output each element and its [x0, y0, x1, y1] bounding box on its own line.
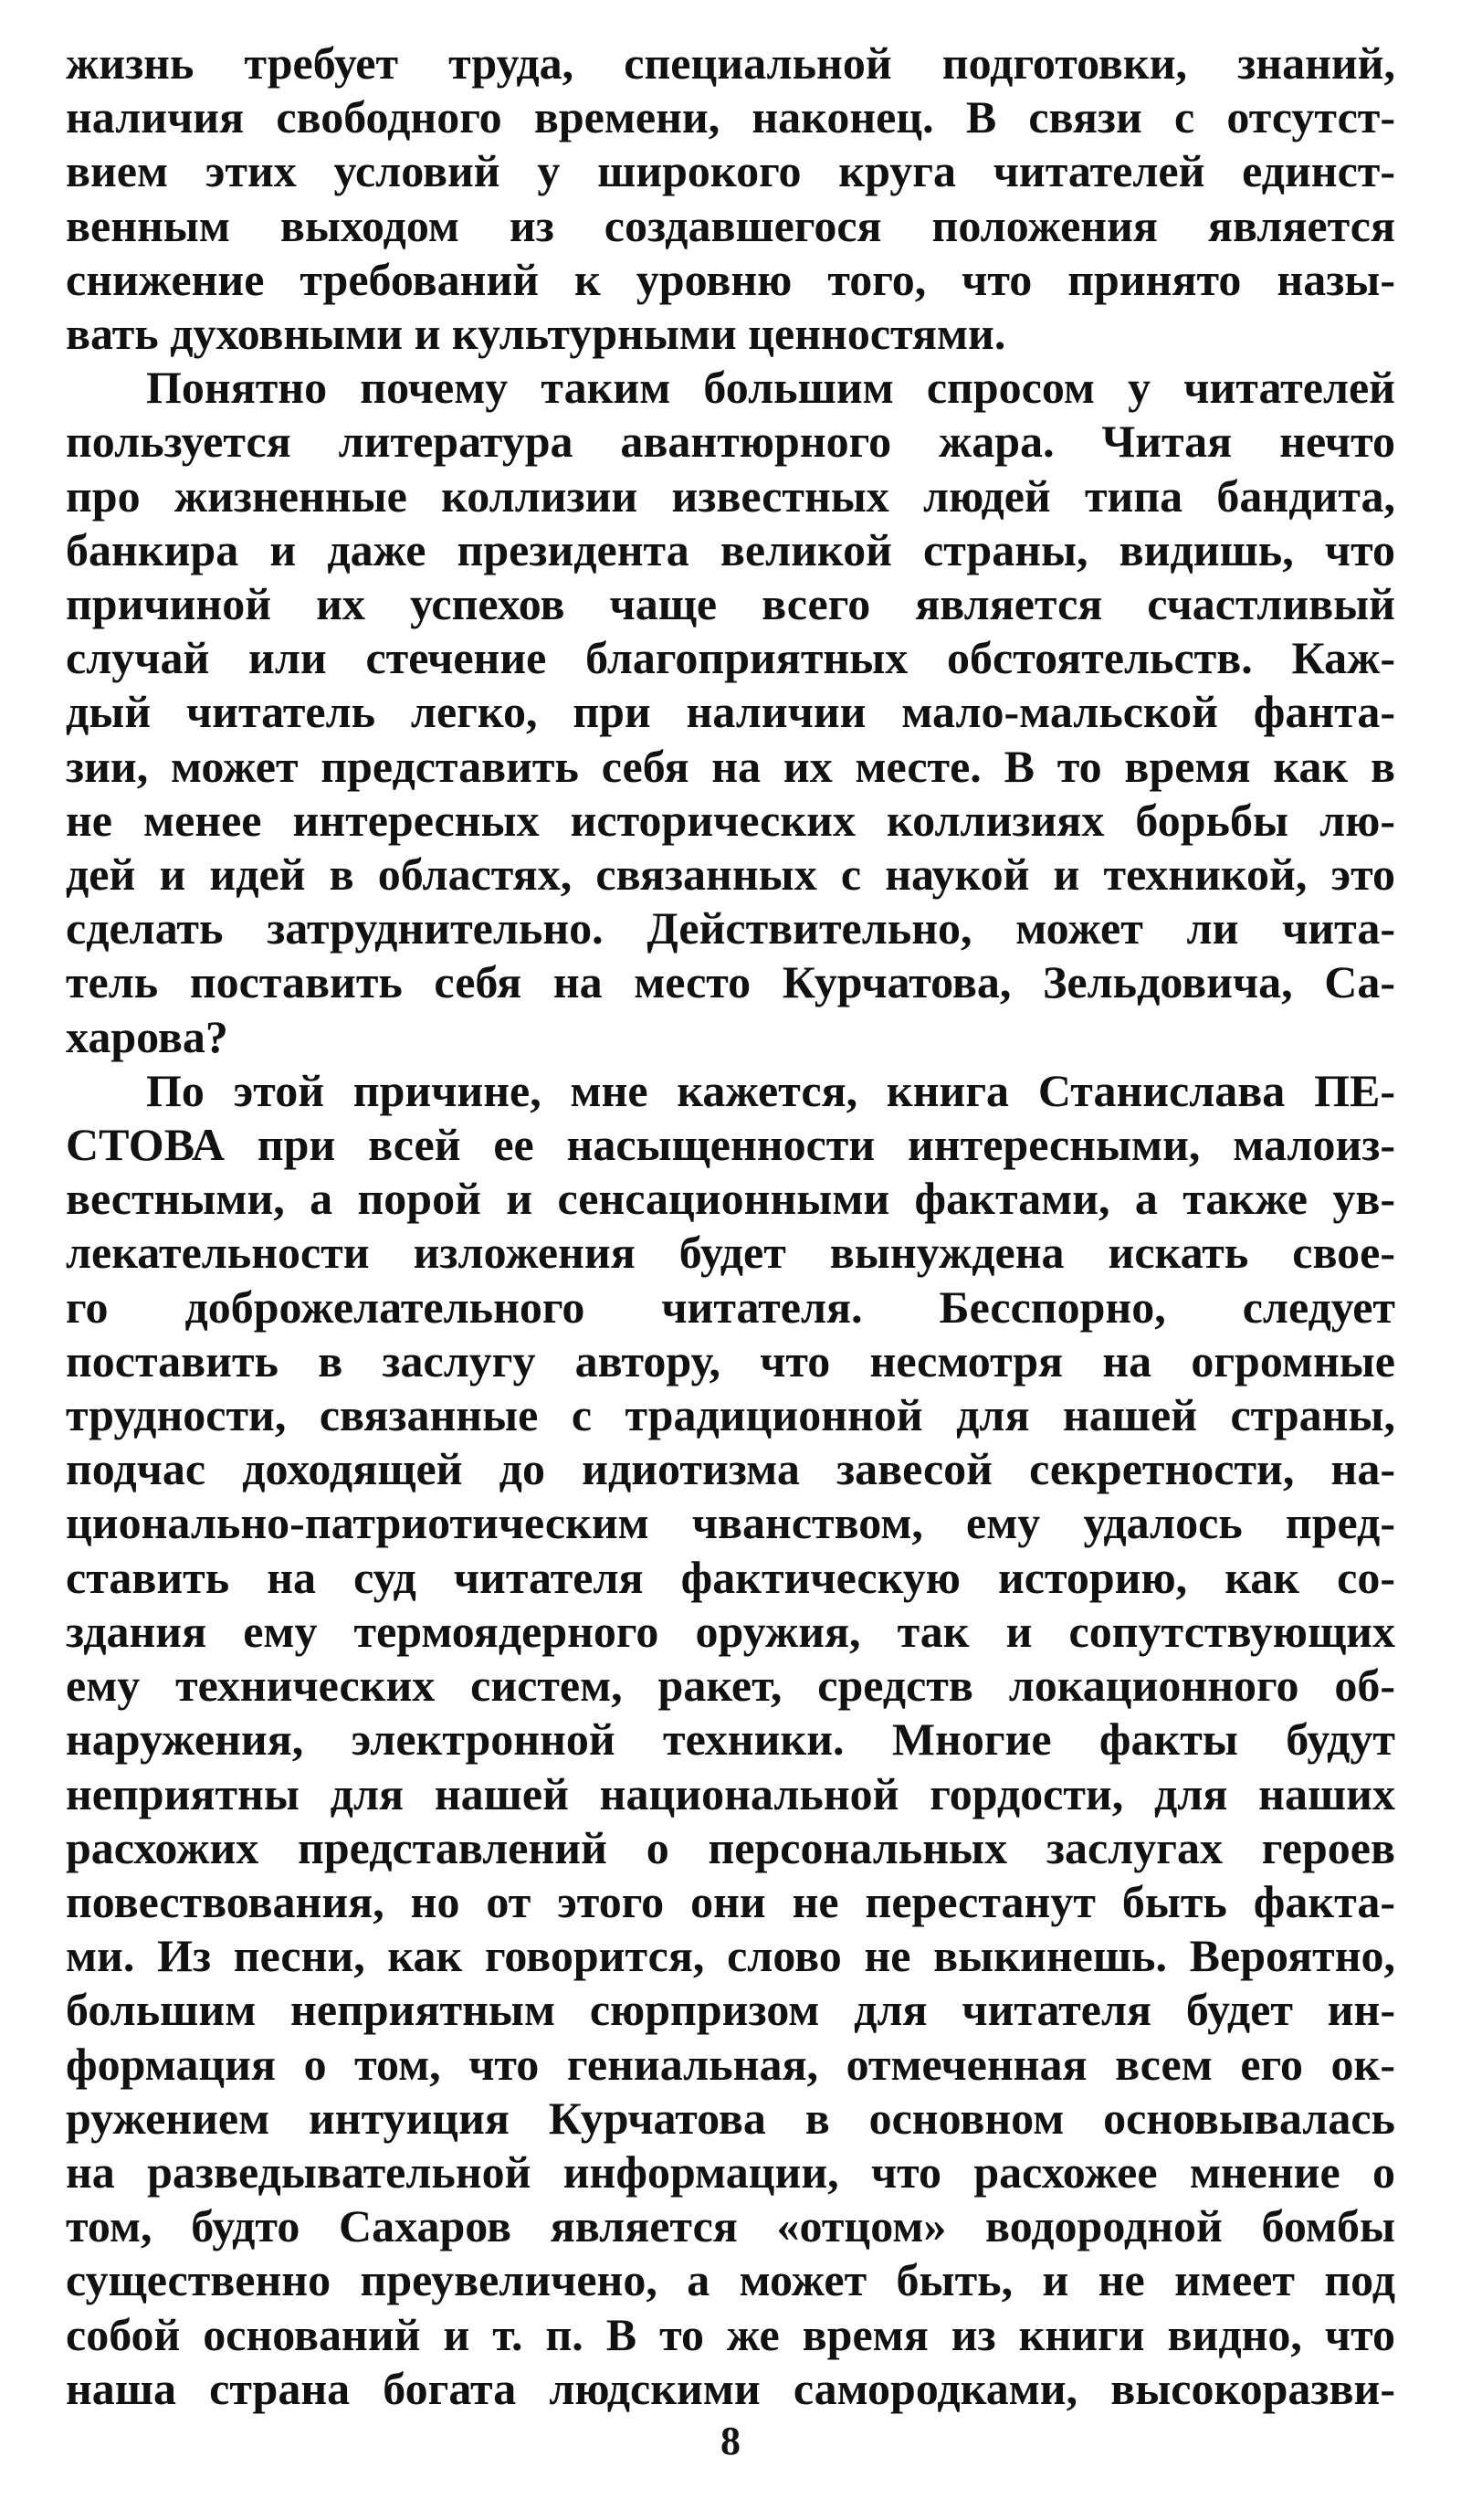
- text-line: ционально-патриотическим чванством, ему удалось пред-: [66, 1497, 1395, 1549]
- text-line: дей и идей в областях, связанных с наукой и техникой, это: [66, 849, 1395, 901]
- text-line: подчас доходящей до идиотизма завесой секретности, на-: [66, 1443, 1395, 1495]
- text-line: поставить в заслугу автору, что несмотря на огромные: [66, 1334, 1395, 1387]
- text-line: том, будто Сахаров является «отцом» водородной бомбы: [66, 2200, 1395, 2252]
- text-line: наружения, электронной техники. Многие факты будут: [66, 1713, 1395, 1766]
- page-number: 8: [720, 2419, 741, 2463]
- text-line: По этой причине, мне кажется, книга Станислава ПЕ-: [146, 1064, 1395, 1116]
- text-line: жизнь требует труда, специальной подготовки, знаний,: [66, 37, 1395, 89]
- text-line: ружением интуиция Курчатова в основном основывалась: [66, 2092, 1395, 2144]
- text-line: причиной их успехов чаще всего является счастливый: [66, 578, 1395, 630]
- text-line: го доброжелательного читателя. Бесспорно, следует: [66, 1281, 1395, 1333]
- text-line: наша страна богата людскими самородками, высокоразви-: [66, 2362, 1395, 2414]
- paragraph-1: [66, 37, 1395, 361]
- text-line: наличия свободного времени, наконец. В связи с отсутст-: [66, 91, 1395, 143]
- paragraph-2: [66, 361, 1395, 1064]
- text-line: банкира и даже президента великой страны, видишь, что: [66, 523, 1395, 575]
- text-line: вать духовными и культурными ценностями.: [66, 308, 1006, 360]
- text-line: тель поставить себя на место Курчатова, Зельдовича, Са-: [66, 956, 1395, 1008]
- text-line: дый читатель легко, при наличии мало-мальской фанта-: [66, 686, 1395, 738]
- text-line: ставить на суд читателя фактическую историю, как со-: [66, 1551, 1395, 1603]
- paragraph-3: [66, 1064, 1395, 2416]
- text-line: харова?: [66, 1010, 228, 1062]
- text-line: пользуется литература авантюрного жара. Читая нечто: [66, 416, 1395, 468]
- text-line: на разведывательной информации, что расхожее мнение о: [66, 2146, 1395, 2198]
- text-line: не менее интересных исторических коллизиях борьбы лю-: [66, 794, 1395, 846]
- text-line: случай или стечение благоприятных обстоятельств. Каж-: [66, 632, 1395, 684]
- text-line: собой оснований и т. п. В то же время из книги видно, что: [66, 2308, 1395, 2360]
- text-line: существенно преувеличено, а может быть, и не имеет под: [66, 2254, 1395, 2306]
- text-line: вестными, а порой и сенсационными фактами, а также ув-: [66, 1173, 1395, 1225]
- text-line: неприятны для нашей национальной гордости, для наших: [66, 1767, 1395, 1819]
- text-line: ми. Из песни, как говорится, слово не выкинешь. Вероятно,: [66, 1930, 1395, 1982]
- text-line: венным выходом из создавшегося положения является: [66, 199, 1395, 251]
- text-line: Понятно почему таким большим спросом у читателей: [146, 362, 1395, 414]
- text-line: сделать затруднительно. Действительно, может ли чита-: [66, 902, 1395, 954]
- text-line: формация о том, что гениальная, отмеченная всем его ок-: [66, 2038, 1395, 2090]
- text-line: снижение требований к уровню того, что принято назы-: [66, 253, 1395, 305]
- text-line: вием этих условий у широкого круга читателей единст-: [66, 145, 1395, 197]
- text-line: расхожих представлений о персональных заслугах героев: [66, 1821, 1395, 1873]
- text-line: зии, может представить себя на их месте. В то время как в: [66, 740, 1395, 792]
- page-text: [66, 37, 1395, 2416]
- text-line: здания ему термоядерного оружия, так и сопутствующих: [66, 1605, 1395, 1657]
- text-line: трудности, связанные с традиционной для нашей страны,: [66, 1389, 1395, 1441]
- text-line: ему технических систем, ракет, средств локационного об-: [66, 1660, 1395, 1712]
- text-line: про жизненные коллизии известных людей типа бандита,: [66, 469, 1395, 522]
- text-line: повествования, но от этого они не перестанут быть факта-: [66, 1875, 1395, 1927]
- text-line: СТОВА при всей ее насыщенности интересными, малоиз-: [66, 1119, 1395, 1171]
- text-line: лекательности изложения будет вынуждена искать свое-: [66, 1227, 1395, 1279]
- text-line: большим неприятным сюрпризом для читателя будет ин-: [66, 1984, 1395, 2036]
